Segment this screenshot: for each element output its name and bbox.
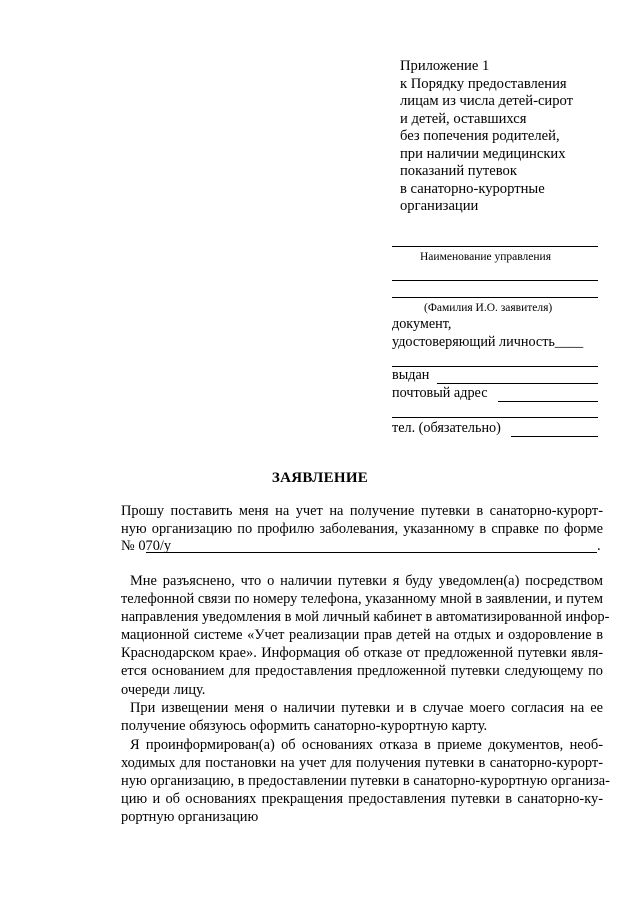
form-number-field[interactable] (146, 552, 597, 553)
address-field[interactable] (498, 401, 598, 402)
department-caption: Наименование управления (420, 251, 551, 263)
paragraph-line: При извещении меня о наличии путевки и в случае моего согласия на ее (130, 700, 603, 716)
issued-field[interactable] (437, 383, 598, 384)
paragraph-line: цию и об основаниях прекращения предоставления путевки в санаторно-ку- (121, 791, 603, 808)
paragraph-request (121, 502, 603, 520)
paragraph-line: направления уведомления в мой личный кабинет в автоматизированной инфор- (121, 609, 610, 626)
paragraph-refusal-info (121, 736, 610, 826)
address-label: почтовый адрес (392, 385, 488, 401)
paragraph-notification (121, 572, 610, 699)
department-name-field[interactable] (392, 246, 598, 247)
appendix-line: при наличии медицинских (400, 145, 566, 162)
applicant-caption: (Фамилия И.О. заявителя) (424, 302, 553, 314)
document-label-2: удостоверяющий личность____ (392, 334, 584, 350)
paragraph-line: телефонной связи по номеру телефона, указанному мной в заявлении, и путем (121, 591, 603, 608)
appendix-header (400, 58, 615, 216)
paragraph-request-cont (121, 520, 603, 538)
address-field-2[interactable] (392, 417, 598, 418)
phone-field[interactable] (511, 436, 598, 437)
applicant-name-field-2[interactable] (392, 297, 598, 298)
paragraph-line: Мне разъяснено, что о наличии путевки я буду уведомлен(а) посредством (130, 573, 603, 589)
paragraph-line: ходимых для постановки на учет для получения путевки в санаторно-курорт- (121, 755, 603, 772)
appendix-line: и детей, оставшихся (400, 110, 527, 127)
paragraph-line: Краснодарском крае». Информация об отказе от предложенной путевки явля- (121, 645, 603, 662)
paragraph-line: Я проинформирован(а) об основаниях отказа в приеме документов, необ- (130, 737, 603, 753)
paragraph-line: Прошу поставить меня на учет на получение путевки в санаторно-курорт- (121, 503, 603, 519)
appendix-line: организации (400, 198, 479, 214)
applicant-name-field-1[interactable] (392, 280, 598, 281)
paragraph-line: ную организацию, в предоставлении путевки в санаторно-курортную организа- (121, 773, 610, 790)
paragraph-line: рортную организацию (121, 809, 259, 826)
paragraph-line: ную организацию по профилю заболевания, указанному в справке по форме (121, 521, 603, 537)
paragraph-sanatorium-card (121, 699, 603, 735)
appendix-line: Приложение 1 (400, 58, 490, 74)
document-label: документ, (392, 316, 452, 332)
appendix-line: лицам из числа детей-сирот (400, 93, 574, 109)
paragraph-line: ется основанием для предоставления предложенной путевки следующему по (121, 663, 603, 680)
form-number-period: . (597, 538, 601, 554)
document-title: ЗАЯВЛЕНИЕ (271, 470, 369, 486)
appendix-line: в санаторно-курортные (400, 180, 545, 197)
paragraph-line: получение обязуюсь оформить санаторно-курортную карту. (121, 718, 488, 735)
form-number-label: № 070/у (121, 538, 172, 554)
paragraph-line: мационной системе «Учет реализации прав детей на отдых и оздоровление в (121, 627, 603, 644)
appendix-line: показаний путевок (400, 163, 517, 179)
paragraph-line: очереди лицу. (121, 681, 206, 698)
phone-label: тел. (обязательно) (392, 420, 501, 436)
issued-label: выдан (392, 367, 430, 383)
appendix-line: без попечения родителей, (400, 128, 560, 144)
appendix-line: к Порядку предоставления (400, 75, 567, 92)
